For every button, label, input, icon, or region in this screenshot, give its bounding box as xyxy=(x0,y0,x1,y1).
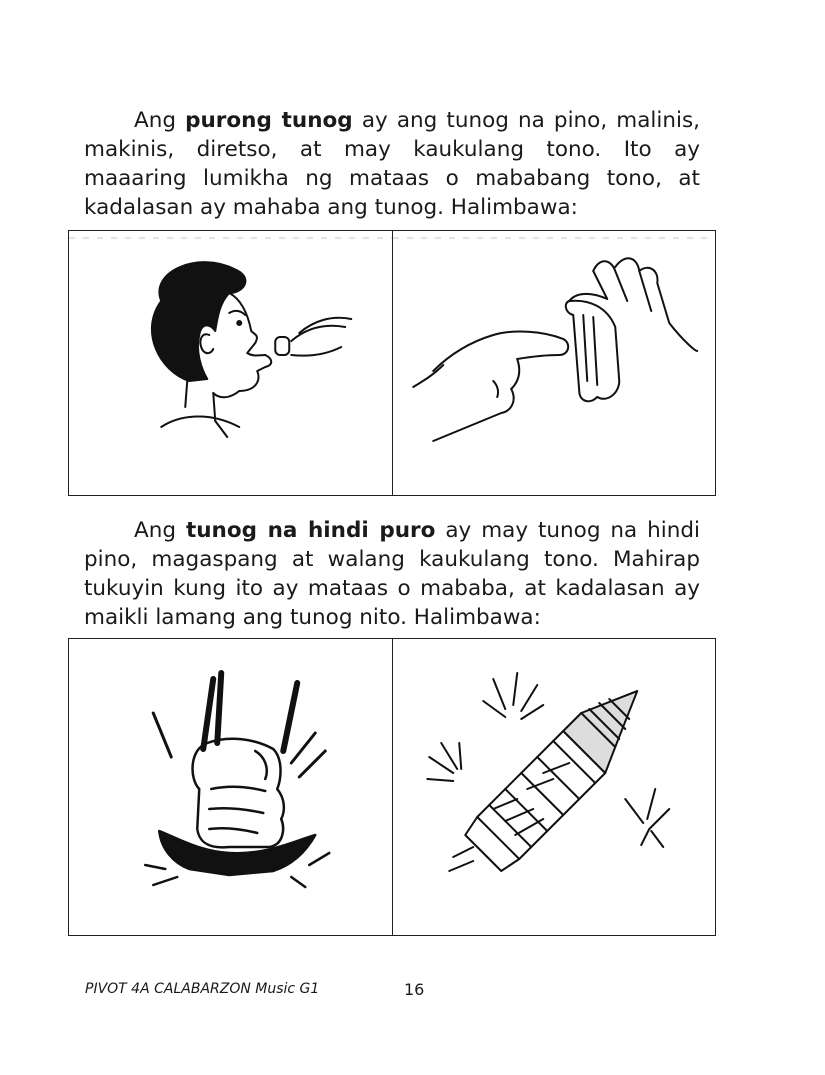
whistle-illustration xyxy=(69,231,392,495)
term-tunog-na-hindi-puro: tunog na hindi puro xyxy=(185,518,436,543)
para1-body: ay ang tunog na pino, malinis, makinis, diretso, at may kaukulang tono. Ito ay maaaring lumikha ng mataas o mababang tono, at kadalasan ay mahaba ang tunog. Halimbawa: xyxy=(84,108,700,220)
fist-illustration xyxy=(69,639,392,935)
paragraph-impure-sound xyxy=(84,516,700,632)
term-purong-tunog: purong tunog xyxy=(185,108,353,133)
example-grid-pure xyxy=(68,230,716,496)
para2-body: ay may tunog na hindi pino, magaspang at walang kaukulang tono. Mahirap tukuyin kung ito ay mataas o mababa, at kadalasan ay maikli lamang ang tunog nito. Halimbawa: xyxy=(84,518,701,630)
para2-lead: Ang xyxy=(134,518,176,543)
footer-source: PIVOT 4A CALABARZON Music G1 xyxy=(85,981,320,997)
whistle-blowing-icon xyxy=(69,231,392,495)
firecracker-illustration xyxy=(392,639,716,935)
paragraph-pure-sound xyxy=(84,106,700,222)
triangle-illustration xyxy=(392,231,716,495)
fist-pound-icon xyxy=(69,639,392,935)
para1-lead: Ang xyxy=(134,108,176,133)
example-grid-impure xyxy=(68,638,716,936)
finger-triangle-icon xyxy=(393,231,716,495)
page-number: 16 xyxy=(404,980,425,999)
firecracker-icon xyxy=(393,639,716,935)
